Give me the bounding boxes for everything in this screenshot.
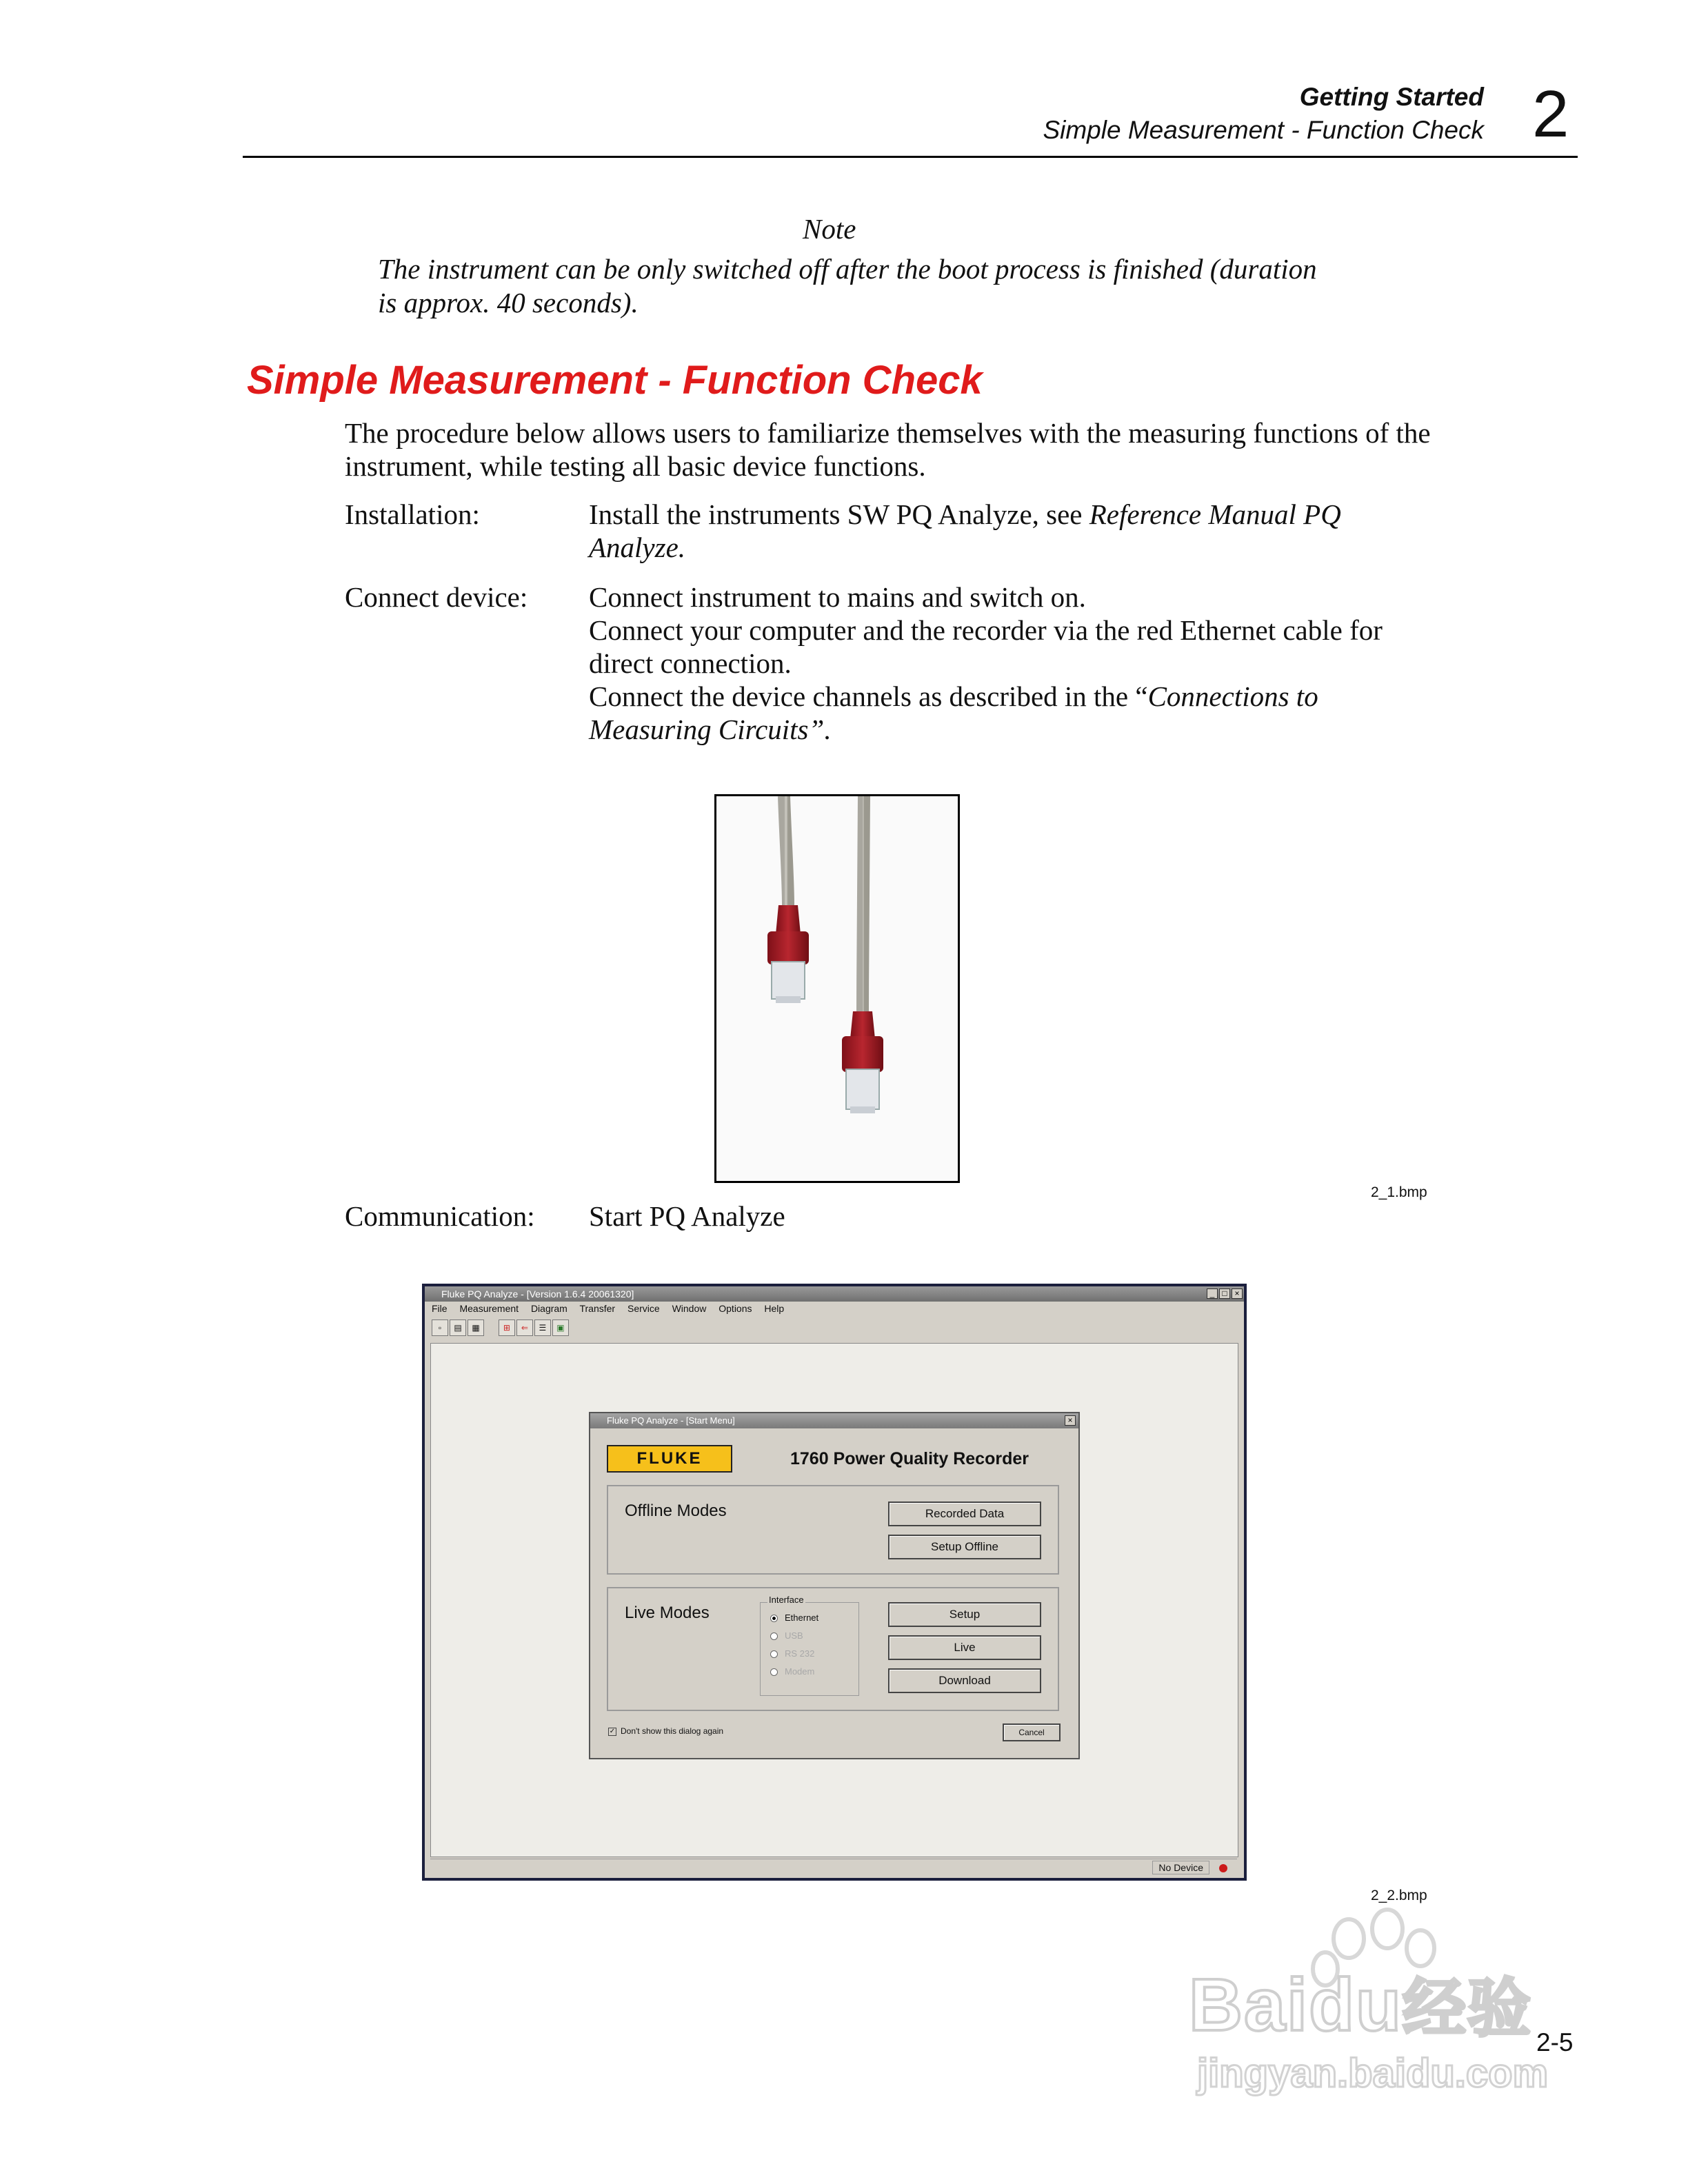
communication-text: Start PQ Analyze [589, 1200, 785, 1232]
radio-ethernet-label: Ethernet [785, 1612, 819, 1623]
dialog-title: Fluke PQ Analyze - [Start Menu] [607, 1415, 735, 1426]
maximize-icon[interactable]: □ [1219, 1288, 1230, 1299]
live-modes-group [607, 1587, 1059, 1711]
radio-modem[interactable] [770, 1666, 814, 1677]
app-title-bar [425, 1286, 1244, 1302]
offline-modes-label: Offline Modes [625, 1502, 727, 1520]
connect-text [589, 580, 1444, 746]
open-file-icon[interactable]: ▤ [450, 1320, 466, 1336]
figure-1-caption: 2_1.bmp [1371, 1184, 1427, 1200]
interface-group [760, 1595, 859, 1696]
checkbox-checked-icon: ✓ [609, 1727, 616, 1735]
download-button[interactable]: Download [888, 1668, 1041, 1693]
radio-modem-label: Modem [785, 1666, 815, 1677]
dialog-title-bar [590, 1413, 1078, 1428]
connect-line-3-body: Connect the device channels as described in the “ [589, 680, 1148, 712]
radio-icon [770, 1668, 778, 1676]
interface-label: Interface [769, 1595, 804, 1605]
setup-offline-button[interactable]: Setup Offline [888, 1535, 1041, 1559]
radio-selected-icon [770, 1615, 778, 1622]
watermark-brand-latin: Baidu [1189, 1963, 1403, 2046]
menu-window[interactable]: Window [672, 1303, 707, 1314]
list-icon[interactable]: ☰ [534, 1320, 551, 1336]
running-header-section: Simple Measurement - Function Check [1043, 116, 1484, 144]
offline-modes-group [607, 1485, 1059, 1575]
watermark-brand [1189, 1958, 1532, 2049]
installation-reference: Reference Manual PQ Analyze. [589, 498, 1341, 563]
dont-show-checkbox[interactable] [608, 1726, 723, 1736]
menu-file[interactable]: File [432, 1303, 448, 1314]
installation-label: Installation: [345, 498, 480, 530]
product-name: 1760 Power Quality Recorder [790, 1449, 1029, 1468]
radio-ethernet[interactable] [770, 1612, 818, 1623]
app-toolbar [432, 1320, 570, 1336]
chapter-number: 2 [1532, 77, 1569, 151]
radio-icon [770, 1650, 778, 1658]
live-button[interactable]: Live [888, 1635, 1041, 1660]
menu-diagram[interactable]: Diagram [530, 1303, 567, 1314]
installation-text [589, 498, 1444, 564]
page-number: 2-5 [1536, 2028, 1574, 2056]
baidu-watermark [1183, 1897, 1569, 2104]
setup-button[interactable]: Setup [888, 1602, 1041, 1627]
status-bar [430, 1859, 1237, 1877]
intro-paragraph: The procedure below allows users to familiarize themselves with the measuring functions of the instrument, while testing all basic device functions. [345, 417, 1431, 482]
communication-label: Communication: [345, 1200, 535, 1232]
ethernet-cable-photo [714, 794, 960, 1183]
minimize-icon[interactable]: _ [1207, 1288, 1218, 1299]
app-menu-bar [432, 1303, 794, 1314]
setup-icon[interactable]: ⊞ [499, 1320, 515, 1336]
connect-reference: Connections to Measuring Circuits”. [589, 680, 1318, 745]
menu-measurement[interactable]: Measurement [459, 1303, 519, 1314]
section-heading: Simple Measurement - Function Check [247, 358, 983, 403]
fluke-logo: FLUKE [607, 1445, 732, 1473]
radio-rs232[interactable] [770, 1648, 814, 1659]
dialog-close-icon[interactable]: × [1065, 1415, 1076, 1426]
connect-line-2: Connect your computer and the recorder via the red Ethernet cable for direct connection. [589, 614, 1383, 679]
radio-icon [770, 1632, 778, 1640]
connect-line-3 [589, 680, 1444, 746]
start-menu-dialog [589, 1412, 1080, 1759]
figure-2-caption: 2_2.bmp [1371, 1888, 1427, 1903]
header-rule [243, 156, 1578, 158]
dont-show-label: Don't show this dialog again [621, 1726, 724, 1736]
transfer-icon[interactable]: ⇐ [516, 1320, 533, 1336]
close-icon[interactable]: × [1232, 1288, 1243, 1299]
new-file-icon[interactable]: ▫ [432, 1320, 448, 1336]
image-icon[interactable]: ▣ [552, 1320, 569, 1336]
ethernet-cable-illustration [716, 796, 958, 1181]
watermark-brand-cn: 经验 [1403, 1974, 1533, 2044]
menu-options[interactable]: Options [719, 1303, 752, 1314]
radio-rs232-label: RS 232 [785, 1648, 815, 1659]
recorded-data-button[interactable]: Recorded Data [888, 1502, 1041, 1526]
menu-service[interactable]: Service [627, 1303, 660, 1314]
installation-body: Install the instruments SW PQ Analyze, see [589, 498, 1089, 530]
running-header-chapter: Getting Started [1299, 83, 1484, 111]
note-title: Note [803, 213, 856, 245]
connect-label: Connect device: [345, 581, 528, 613]
menu-help[interactable]: Help [764, 1303, 785, 1314]
live-modes-label: Live Modes [625, 1604, 710, 1622]
app-title: Fluke PQ Analyze - [Version 1.6.4 20061320] [441, 1288, 634, 1300]
watermark-url: jingyan.baidu.com [1197, 2051, 1549, 2096]
status-indicator-icon [1219, 1864, 1227, 1872]
pq-analyze-window [422, 1284, 1247, 1881]
print-icon[interactable]: ▦ [468, 1320, 484, 1336]
device-status: No Device [1152, 1861, 1209, 1874]
radio-usb-label: USB [785, 1630, 803, 1641]
cancel-button[interactable]: Cancel [1003, 1723, 1061, 1741]
radio-usb[interactable] [770, 1630, 803, 1641]
menu-transfer[interactable]: Transfer [579, 1303, 616, 1314]
note-body: The instrument can be only switched off after the boot process is finished (duration is approx. 40 seconds). [378, 253, 1317, 318]
connect-line-1: Connect instrument to mains and switch on. [589, 581, 1086, 613]
